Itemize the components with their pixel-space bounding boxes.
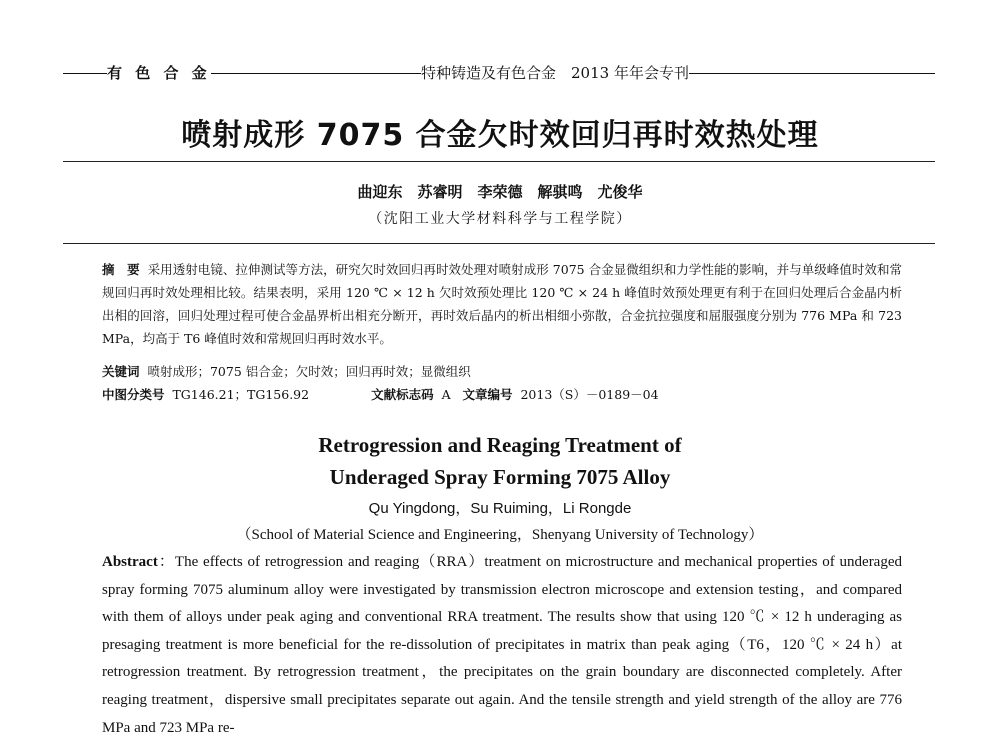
title-rule	[63, 161, 935, 162]
section-name: 有 色 合 金	[107, 64, 211, 82]
affiliation-rule	[63, 243, 935, 244]
article-no-label: 文章编号	[462, 387, 513, 402]
affiliation-english: （School of Material Science and Engineering，Shenyang University of Technology）	[236, 527, 764, 543]
abstract-english	[102, 549, 902, 742]
running-header	[63, 62, 935, 84]
clc-label: 中图分类号	[102, 387, 165, 402]
article-no-value: 2013（S）－0189－04	[520, 387, 659, 402]
abstract-cn-text: 采用透射电镜、拉伸测试等方法，研究欠时效回归再时效处理对喷射成形 7075 合金显微组织和力学性能的影响，并与单级峰值时效和常规回归再时效处理相比较。结果表明，采用 120 ℃ × 12 h 欠时效预处理比 120 ℃ × 24 h 峰值时效预处理更有利于在回归处理后合金晶内析出相的回溶，回归处理过程可使合金晶界析出相充分断开，再时效后晶内的析出相细小弥散，合金抗拉强度和屈服强度分别为 776 MPa 和 723 MPa，均高于 T6 峰值时效和常规回归再时效水平。	[102, 262, 902, 346]
clc-value: TG146.21；TG156.92	[172, 387, 310, 402]
keywords-text: 喷射成形；7075 铝合金；欠时效；回归再时效；显微组织	[147, 364, 471, 379]
doc-code-label: 文献标志码	[371, 387, 434, 402]
abstract-en-label: Abstract	[102, 554, 158, 570]
keywords-label: 关键词	[102, 364, 140, 379]
journal-name: 特种铸造及有色合金 2013 年年会专刊	[421, 64, 689, 82]
affiliation-chinese: （沈阳工业大学材料科学与工程学院）	[368, 211, 632, 227]
abstract-en-text: ：The effects of retrogression and reaging（RRA）treatment on microstructure and mechanical properties of underaged spray forming 7075 aluminum alloy were investigated by transmission electron microscope and extension testing，and compared with them of alloys under peak aging and conventional RRA treatment. The results show that using 120 ℃ × 12 h underaging as presaging treatment is more beneficial for the re-dissolution of precipitates in matrix than peak aging（T6，120 ℃ × 24 h）at retrogression treatment. By retrogression treatment，the precipitates on the grain boundary are disconnected completely. After reaging treatment，dispersive small precipitates separate out again. And the tensile strength and yield strength of the alloy are 776 MPa and 723 MPa re-	[102, 554, 902, 736]
title-english	[0, 429, 1000, 493]
abstract-cn-label: 摘 要	[102, 262, 140, 277]
authors-english: Qu Yingdong，Su Ruiming，Li Rongde	[368, 500, 632, 517]
keywords-chinese	[102, 360, 902, 383]
authors-chinese: 曲迎东 苏睿明 李荣德 解骐鸣 尤俊华	[357, 183, 643, 201]
title-english-line2: Underaged Spray Forming 7075 Alloy	[329, 465, 671, 489]
classification-line	[102, 383, 902, 406]
title-chinese: 喷射成形 7075 合金欠时效回归再时效热处理	[181, 118, 819, 153]
abstract-chinese	[102, 258, 902, 350]
title-english-line1: Retrogression and Reaging Treatment of	[318, 433, 682, 457]
doc-code-value: A	[441, 387, 451, 402]
